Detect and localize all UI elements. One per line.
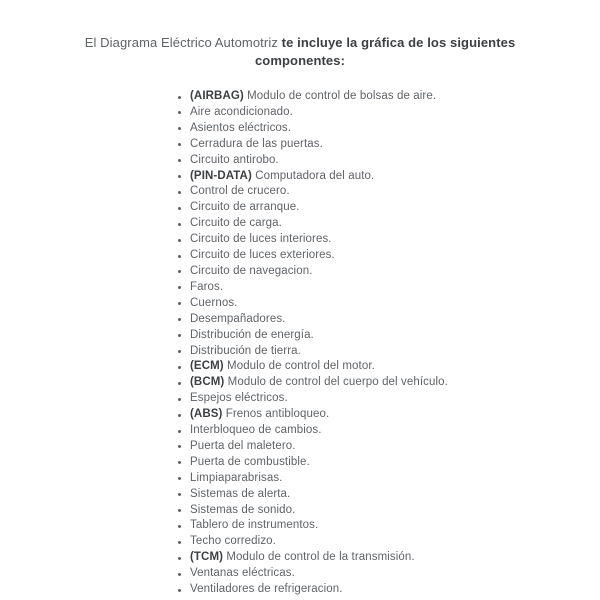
list-item: [190, 137, 600, 153]
item-text: Computadora del auto.: [255, 169, 375, 182]
page-title-bold: te incluye la gráfica de los siguientes componentes:: [254, 35, 516, 68]
item-text: Circuito de carga.: [190, 217, 282, 230]
item-text: Limpiaparabrisas.: [190, 471, 283, 484]
list-item: [190, 184, 600, 200]
list-item: [190, 423, 600, 439]
item-text: Desempañadores.: [190, 312, 286, 325]
list-item: [190, 248, 600, 264]
item-text: Cuernos.: [190, 296, 238, 309]
item-keyword: (ECM): [190, 360, 224, 373]
component-list: [0, 89, 600, 598]
item-text: Ventiladores de refrigeracion.: [190, 583, 343, 596]
item-text: Sistemas de alerta.: [190, 487, 291, 500]
list-item: [190, 455, 600, 471]
item-text: Asientos eléctricos.: [190, 121, 292, 134]
item-keyword: (TCM): [190, 551, 224, 564]
list-item: [190, 264, 600, 280]
item-text: Modulo de control de bolsas de aire.: [247, 90, 437, 102]
item-text: Tablero de instrumentos.: [190, 519, 319, 532]
item-text: Circuito de luces interiores.: [190, 233, 332, 246]
item-text: Modulo de control del cuerpo del vehículo.: [227, 376, 448, 389]
item-text: Distribución de energía.: [190, 328, 314, 341]
item-keyword: (BCM): [190, 376, 225, 389]
list-item: [190, 169, 600, 185]
list-item: [190, 121, 600, 137]
list-item: [190, 503, 600, 519]
list-item: [190, 89, 600, 105]
list-item: [190, 407, 600, 423]
list-item: [190, 550, 600, 566]
item-text: Faros.: [190, 280, 224, 293]
item-text: Circuito antirobo.: [190, 153, 279, 166]
page-title-normal: El Diagrama Eléctrico Automotriz: [84, 35, 278, 50]
item-keyword: (AIRBAG): [190, 90, 244, 102]
item-text: Sistemas de sonido.: [190, 503, 296, 516]
list-item: [190, 344, 600, 360]
item-text: Circuito de navegacion.: [190, 264, 313, 277]
item-text: Frenos antibloqueo.: [225, 408, 330, 421]
list-item: [190, 375, 600, 391]
item-text: Ventanas eléctricas.: [190, 567, 295, 580]
list-item: [190, 471, 600, 487]
list-item: [190, 391, 600, 407]
list-item: [190, 534, 600, 550]
item-text: Puerta de combustible.: [190, 455, 310, 468]
item-text: Distribución de tierra.: [190, 344, 301, 357]
list-item: [190, 359, 600, 375]
item-text: Techo corredizo.: [190, 535, 276, 548]
item-text: Circuito de arranque.: [190, 201, 300, 214]
item-text: Aire acondicionado.: [190, 105, 293, 118]
item-keyword: (PIN-DATA): [190, 169, 252, 182]
item-text: Modulo de control de la transmisión.: [226, 551, 415, 564]
list-item: [190, 216, 600, 232]
item-text: Interbloqueo de cambios.: [190, 424, 322, 437]
list-item: [190, 312, 600, 328]
item-text: Modulo de control del motor.: [227, 360, 375, 373]
item-text: Espejos eléctricos.: [190, 392, 288, 405]
list-item: [190, 232, 600, 248]
item-text: Cerradura de las puertas.: [190, 137, 323, 150]
list-item: [190, 518, 600, 534]
item-text: Circuito de luces exteriores.: [190, 249, 335, 262]
list-item: [190, 280, 600, 296]
list-item: [190, 153, 600, 169]
list-item: [190, 582, 600, 598]
list-item: [190, 487, 600, 503]
item-text: Control de crucero.: [190, 185, 290, 198]
list-item: [190, 439, 600, 455]
item-text: Puerta del maletero.: [190, 439, 296, 452]
list-item: [190, 105, 600, 121]
list-item: [190, 296, 600, 312]
page-title: [55, 34, 545, 70]
list-item: [190, 200, 600, 216]
list-item: [190, 566, 600, 582]
item-keyword: (ABS): [190, 408, 223, 421]
list-item: [190, 328, 600, 344]
